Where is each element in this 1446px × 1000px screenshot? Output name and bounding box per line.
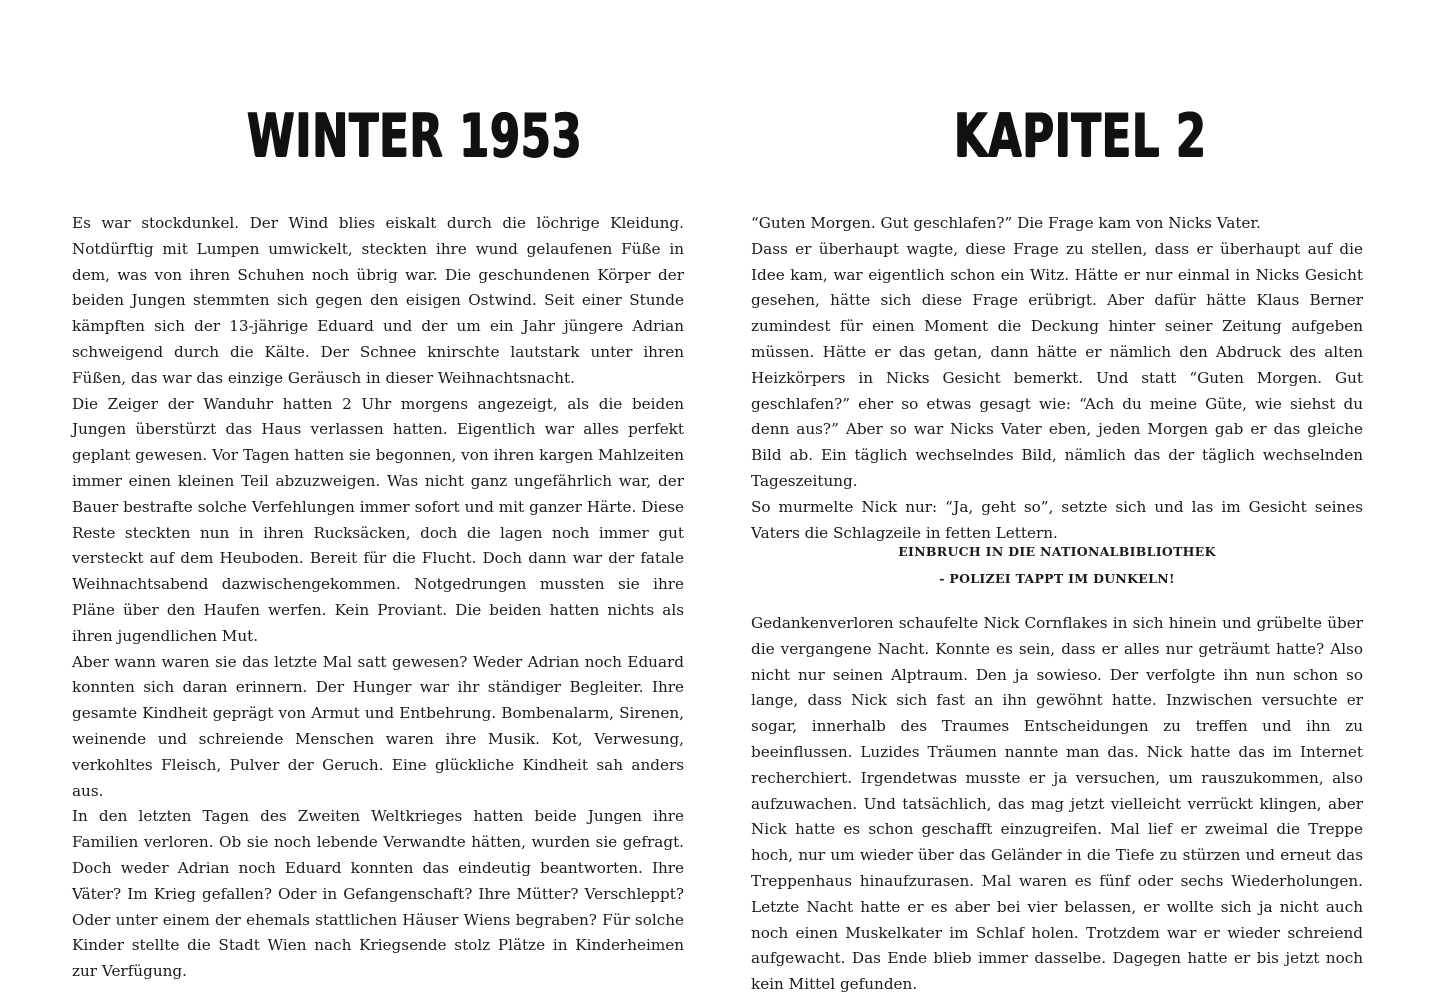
right-page bbox=[723, 0, 1446, 1000]
paragraph: Die Zeiger der Wanduhr hatten 2 Uhr morgens angezeigt, als die beiden Jungen überstürzt das Haus verlassen hatten. Eigentlich war alles perfekt geplant gewesen. Vor Tagen hatten sie begonnen, von ihren kargen Mahlzeiten immer einen kleinen Teil abzuzweigen. Was nicht ganz ungefährlich war, der Bauer bestrafte solche Verfehlungen immer sofort und mit ganzer Härte. Diese Reste steckten nun in ihren Rucksäcken, doch die lagen noch immer gut versteckt auf dem Heuboden. Bereit für die Flucht. Doch dann war der fatale Weihnachtsabend dazwischengekommen. Notgedrungen mussten sie ihre Pläne über den Haufen werfen. Kein Proviant. Die beiden hatten nichts als ihren jugendlichen Mut. bbox=[72, 394, 684, 645]
headline-line-1: EINBRUCH IN DIE NATIONALBIBLIOTHEK bbox=[898, 544, 1216, 559]
paragraph: In den letzten Tagen des Zweiten Weltkrieges hatten beide Jungen ihre Familien verloren. Ob sie noch lebende Verwandte hätten, wurden sie gefragt. Doch weder Adrian noch Eduard konnten das eindeutig beantworten. Ihre Väter? Im Krieg gefallen? Oder in Gefangenschaft? Ihre Mütter? Verschleppt? Oder unter einem der ehemals stattlichen Häuser Wiens begraben? Für solche Kinder stellte die Stadt Wien nach Kriegsende stolz Plätze in Kinderheimen zur Verfügung. bbox=[72, 807, 684, 981]
paragraph: “Guten Morgen. Gut geschlafen?” Die Frage kam von Nicks Vater. bbox=[751, 214, 1261, 232]
paragraph: Es war stockdunkel. Der Wind blies eiskalt durch die löchrige Kleidung. Notdürftig mit Lumpen umwickelt, steckten ihre wund gelaufenen Füße in dem, was von ihren Schuhen noch übrig war. Die geschundenen Körper der beiden Jungen stemmten sich gegen den eisigen Ostwind. Seit einer Stunde kämpften sich der 13-jährige Eduard und der um ein Jahr jüngere Adrian schweigend durch die Kälte. Der Schnee knirschte lautstark unter ihren Füßen, das war das einzige Geräusch in dieser Weihnachtsnacht. bbox=[72, 214, 684, 387]
newspaper-headline bbox=[751, 538, 1363, 592]
headline-line-2: - POLIZEI TAPPT IM DUNKELN! bbox=[939, 571, 1175, 586]
paragraph: Gedankenverloren schaufelte Nick Cornflakes in sich hinein und grübelte über die vergangene Nacht. Konnte es sein, dass er alles nur geträumt hatte? Also nicht nur seinen Alptraum. Den ja sowieso. Der verfolgte ihn nun schon so lange, dass Nick sich fast an ihn gewöhnt hatte. Inzwischen versuchte er sogar, innerhalb des Traumes Entscheidungen zu treffen und ihn zu beeinflussen. Luzides Träumen nannte man das. Nick hatte das im Internet recherchiert. Irgendetwas musste er ja versuchen, um rauszukommen, also aufzuwachen. Und tatsächlich, das mag jetzt vielleicht verrückt klingen, aber Nick hatte es schon geschafft einzugreifen. Mal lief er zweimal die Treppe hoch, nur um wieder über das Geländer in die Tiefe zu stürzen und erneut das Treppenhaus hinaufzurasen. Mal waren es fünf oder sechs Wiederholungen. Letzte Nacht hatte er es aber bei vier belassen, er wollte sich ja nicht auch noch einen Muskelkater im Schlaf holen. Trotzdem war er wieder schreiend aufgewacht. Das Ende blieb immer dasselbe. Dagegen hatte er bis jetzt noch kein Mittel gefunden. bbox=[751, 614, 1363, 994]
paragraph: Dass er überhaupt wagte, diese Frage zu stellen, dass er überhaupt auf die Idee kam, war eigentlich schon ein Witz. Hätte er nur einmal in Nicks Gesicht gesehen, hätte sich diese Frage erübrigt. Aber dafür hätte Klaus Berner zumindest für einen Moment die Deckung hinter seiner Zeitung aufgeben müssen. Hätte er das getan, dann hätte er nämlich den Abdruck des alten Heizkörpers in Nicks Gesicht bemerkt. Und statt “Guten Morgen. Gut geschlafen?” eher so etwas gesagt wie: “Ach du meine Güte, wie siehst du denn aus?” Aber so war Nicks Vater eben, jeden Morgen gab er das gleiche Bild ab. Ein täglich wechselndes Bild, nämlich das der täglich wechselnden Tageszeitung. bbox=[751, 239, 1363, 490]
chapter-title-left: WINTER 1953 bbox=[247, 101, 583, 171]
paragraph: So murmelte Nick nur: “Ja, geht so”, setzte sich und las im Gesicht seines Vaters die Schlagzeile in fetten Lettern. bbox=[751, 497, 1363, 542]
right-body-text-top bbox=[751, 211, 1363, 546]
left-body-text bbox=[72, 211, 684, 985]
right-body-text-bottom bbox=[751, 611, 1363, 998]
chapter-title-right: KAPITEL 2 bbox=[954, 101, 1207, 171]
paragraph: Aber wann waren sie das letzte Mal satt gewesen? Weder Adrian noch Eduard konnten sich daran erinnern. Der Hunger war ihr ständiger Begleiter. Ihre gesamte Kindheit geprägt von Armut und Entbehrung. Bombenalarm, Sirenen, weinende und schreiende Menschen waren ihre Musik. Kot, Verwesung, verkohltes Fleisch, Pulver der Geruch. Eine glückliche Kindheit sah anders aus. bbox=[72, 652, 684, 800]
